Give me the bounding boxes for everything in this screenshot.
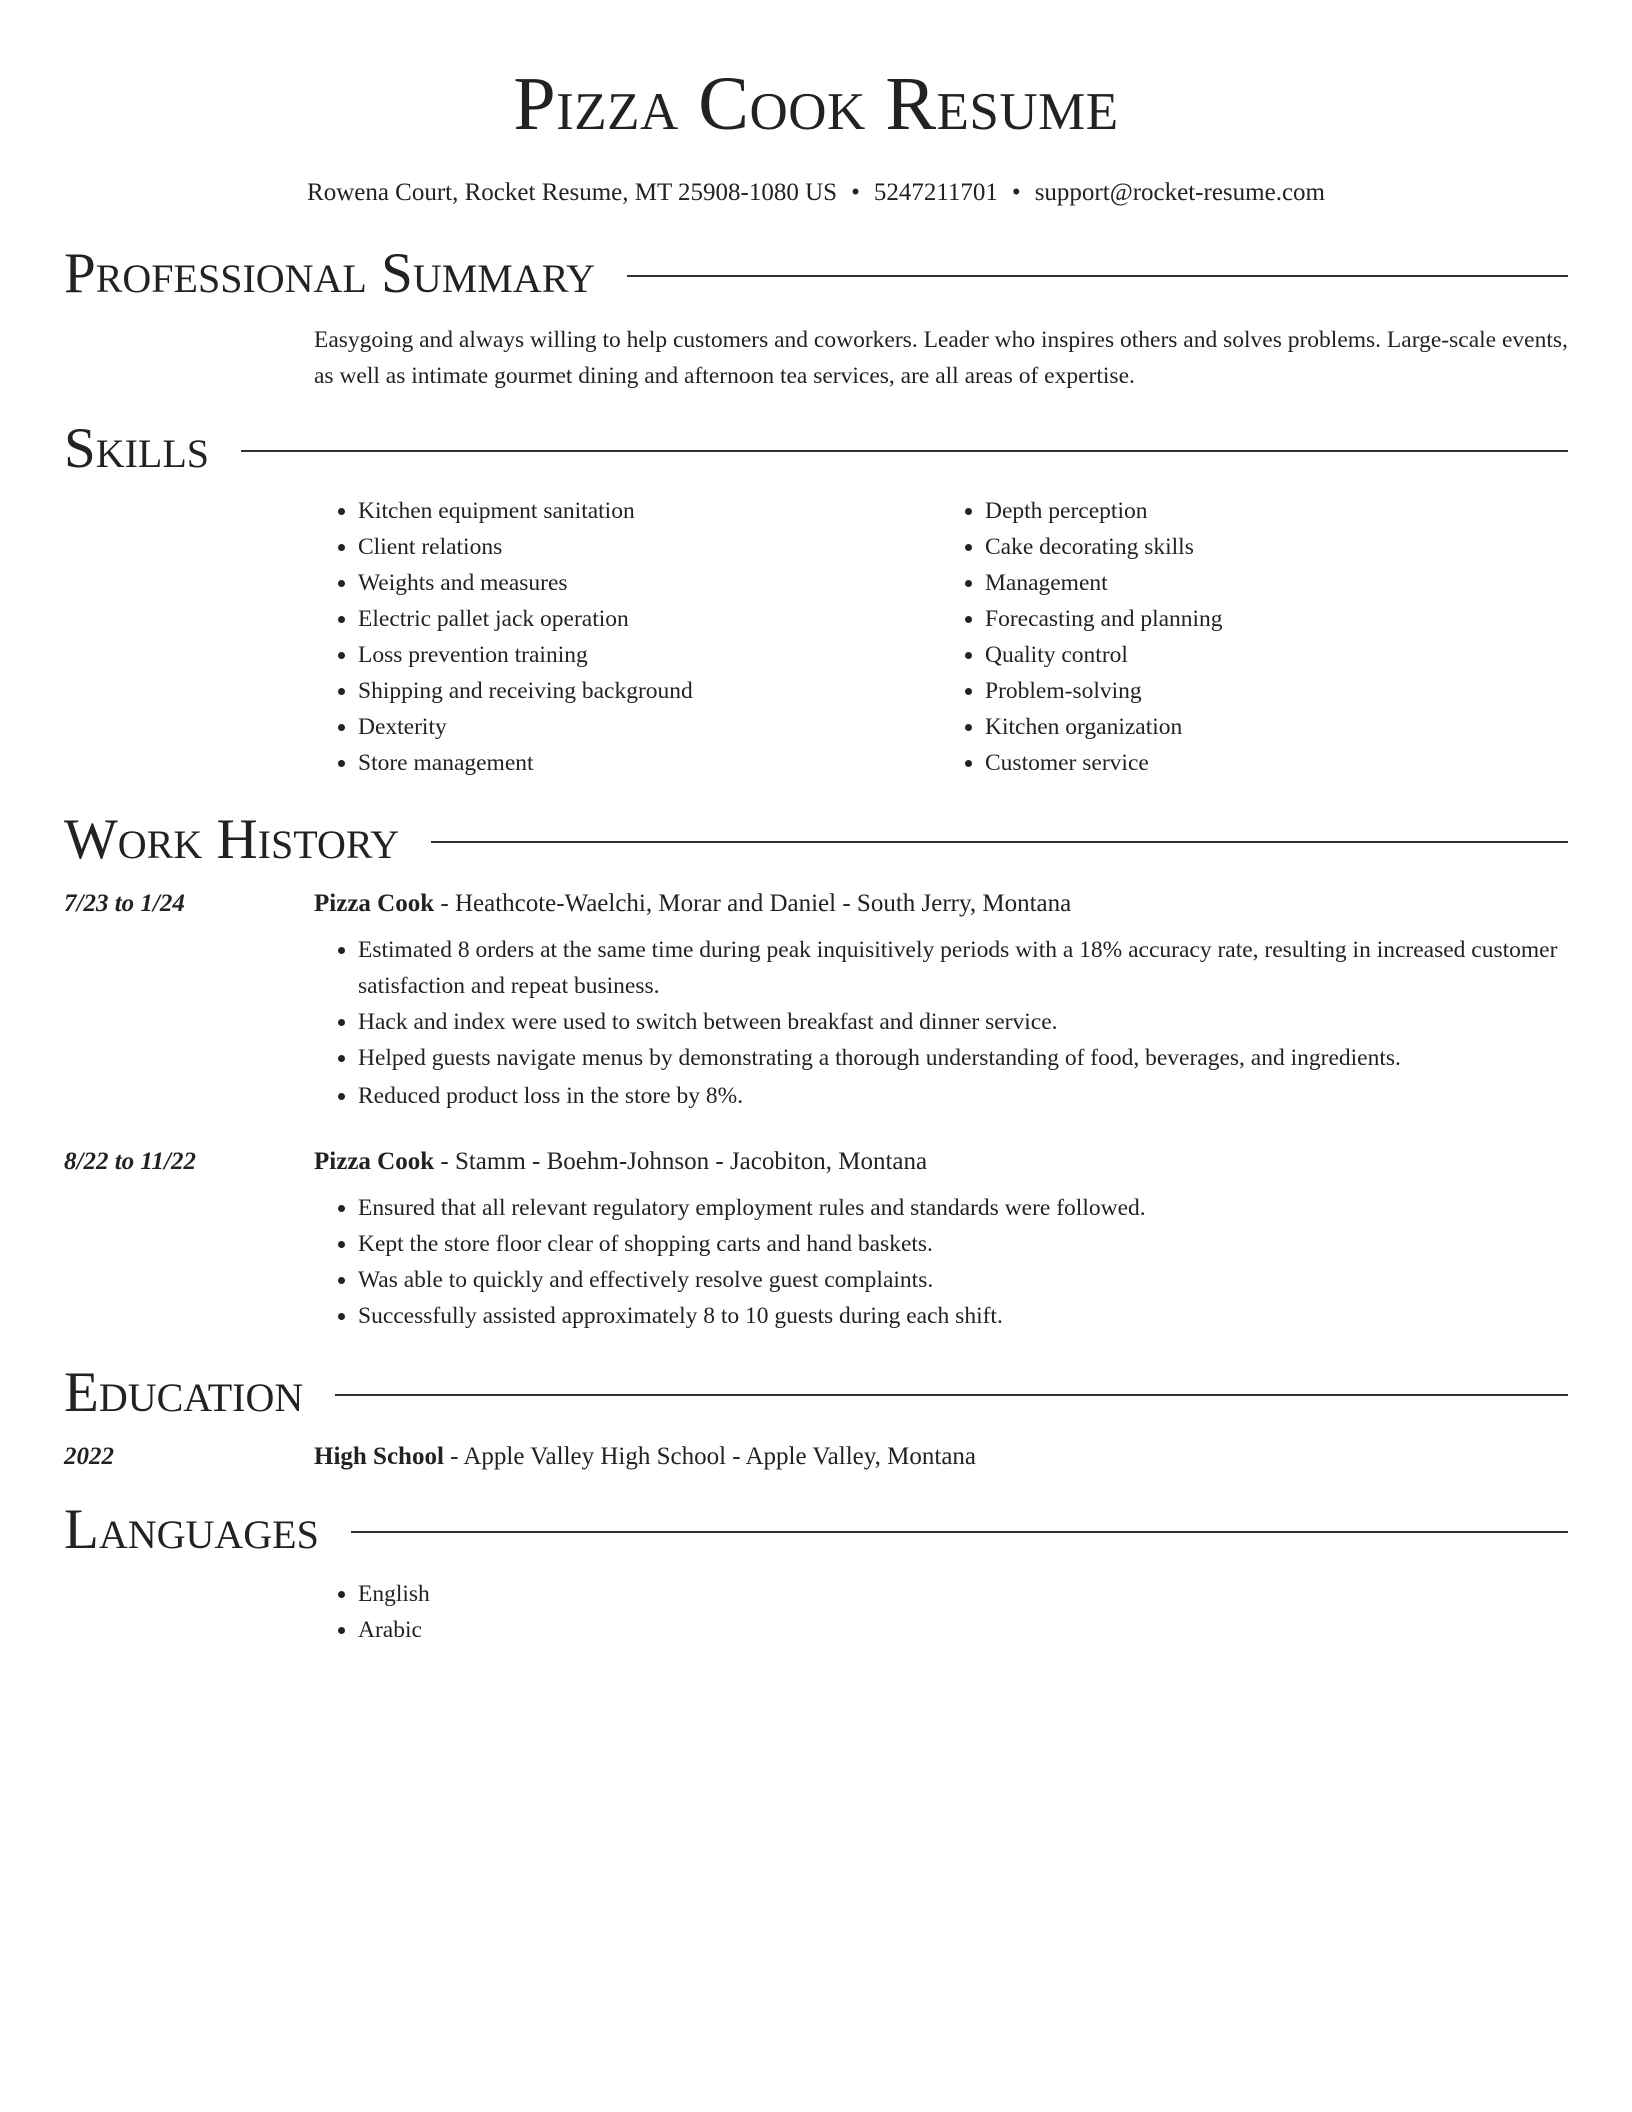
section-divider (241, 450, 1568, 452)
contact-line (64, 180, 1568, 205)
skill-item: • Shipping and receiving background (358, 673, 941, 709)
summary-text: Easygoing and always willing to help customers and coworkers. Leader who inspires others and solves problems. Large-scale events, as well as intimate gourmet dining and afternoon tea services, are all areas of expertise. (314, 327, 1568, 389)
education-section-header (64, 1361, 1568, 1424)
skills-list-right (941, 493, 1568, 781)
skill-item: • Store management (358, 745, 941, 781)
language-item: • English (358, 1576, 1568, 1612)
languages-heading: Languages (64, 1498, 319, 1561)
skills-section-header (64, 417, 1568, 480)
skills-list-left (314, 493, 941, 781)
job-bullet: • Estimated 8 orders at the same time during peak inquisitively periods with a 18% accuracy rate, resulting in increased customer satisfaction and repeat business. (358, 932, 1568, 1004)
job-entry (64, 1148, 1568, 1334)
job-entry (64, 890, 1568, 1114)
skill-item: • Depth perception (985, 493, 1568, 529)
summary-heading: Professional Summary (64, 242, 596, 305)
job-bullet-list (314, 1190, 1568, 1334)
summary-content (314, 322, 1568, 394)
education-degree: High School (314, 1443, 444, 1470)
skill-item: • Problem-solving (985, 673, 1568, 709)
skills-grid (314, 493, 1568, 781)
education-year: 2022 (64, 1443, 114, 1470)
contact-email: support@rocket-resume.com (1034, 179, 1325, 206)
skill-item: • Management (985, 565, 1568, 601)
skill-item: • Weights and measures (358, 565, 941, 601)
skills-heading: Skills (64, 417, 210, 480)
section-divider (351, 1531, 1568, 1533)
skill-item: • Dexterity (358, 709, 941, 745)
job-details: - Stamm - Boehm-Johnson - Jacobiton, Montana (434, 1148, 928, 1175)
job-bullet: • Hack and index were used to switch between breakfast and dinner service. (358, 1004, 1568, 1040)
skill-item: • Loss prevention training (358, 637, 941, 673)
education-line (314, 1443, 976, 1471)
education-details: - Apple Valley High School - Apple Valley, Montana (443, 1443, 977, 1470)
skill-item: • Cake decorating skills (985, 529, 1568, 565)
contact-phone: 5247211701 (873, 179, 998, 206)
job-title: Pizza Cook (314, 1148, 435, 1175)
job-dates: 8/22 to 11/22 (64, 1148, 196, 1175)
skill-item: • Electric pallet jack operation (358, 601, 941, 637)
skill-item: • Customer service (985, 745, 1568, 781)
job-bullet: • Successfully assisted approximately 8 to 10 guests during each shift. (358, 1298, 1568, 1334)
job-title: Pizza Cook (314, 890, 435, 917)
language-item: • Arabic (358, 1612, 1568, 1648)
languages-content (314, 1576, 1568, 1648)
contact-separator: • (1011, 179, 1021, 206)
education-heading: Education (64, 1361, 304, 1424)
summary-section-header (64, 242, 1568, 305)
skill-item: • Quality control (985, 637, 1568, 673)
job-bullet: • Helped guests navigate menus by demonstrating a thorough understanding of food, beverages, and ingredients. (358, 1040, 1568, 1076)
skill-item: • Forecasting and planning (985, 601, 1568, 637)
contact-separator: • (851, 179, 860, 206)
job-bullets (314, 1190, 1568, 1334)
job-details: - Heathcote-Waelchi, Morar and Daniel - South Jerry, Montana (434, 890, 1072, 917)
skill-item: • Client relations (358, 529, 941, 565)
skills-content (314, 493, 1568, 781)
skill-item: • Kitchen equipment sanitation (358, 493, 941, 529)
work-heading: Work History (64, 808, 400, 871)
section-divider (627, 275, 1568, 277)
contact-address: Rowena Court, Rocket Resume, MT 25908-1080 US (307, 179, 838, 206)
languages-list (314, 1576, 1568, 1648)
job-title-line (314, 890, 1071, 918)
job-bullets (314, 932, 1568, 1114)
resume-title: Pizza Cook Resume (513, 62, 1119, 146)
job-bullet: • Reduced product loss in the store by 8%. (358, 1078, 1568, 1114)
job-title-line (314, 1148, 927, 1176)
work-section-header (64, 808, 1568, 871)
job-bullet: • Ensured that all relevant regulatory employment rules and standards were followed. (358, 1190, 1568, 1226)
languages-section-header (64, 1498, 1568, 1561)
job-dates: 7/23 to 1/24 (64, 890, 185, 917)
job-header (64, 1148, 1568, 1176)
section-divider (335, 1394, 1568, 1396)
education-entry (64, 1443, 1568, 1471)
job-bullet-list (314, 932, 1568, 1114)
job-bullet: • Kept the store floor clear of shopping carts and hand baskets. (358, 1226, 1568, 1262)
skill-item: • Kitchen organization (985, 709, 1568, 745)
job-header (64, 890, 1568, 918)
section-divider (431, 841, 1568, 843)
job-bullet: • Was able to quickly and effectively resolve guest complaints. (358, 1262, 1568, 1298)
